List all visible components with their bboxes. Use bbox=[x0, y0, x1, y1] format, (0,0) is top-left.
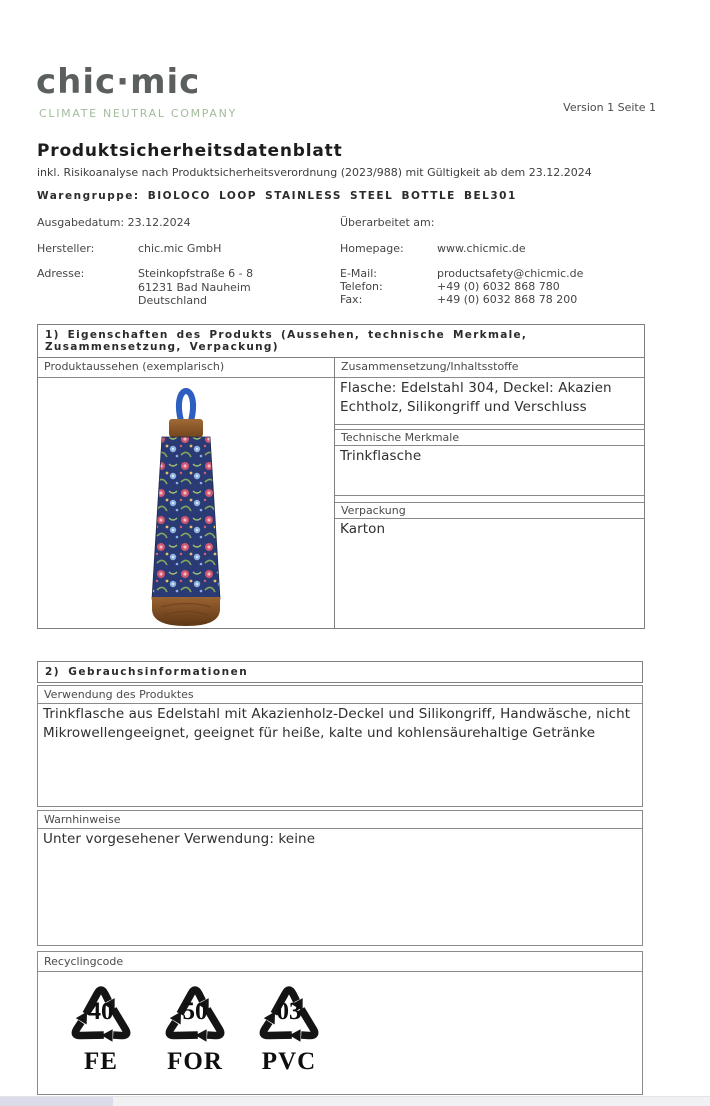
company-tagline: CLIMATE NEUTRAL COMPANY bbox=[39, 107, 238, 120]
use-text: Trinkflasche aus Edelstahl mit Akazienholz-Deckel und Silikongriff, Handwäsche, nicht Mikrowellengeeignet, geeignet für heiße, kalte und kohlensäurehaltige Getränke bbox=[37, 703, 643, 807]
technical-label: Technische Merkmale bbox=[335, 429, 644, 446]
address-label: Adresse: bbox=[37, 267, 85, 280]
section-product-properties bbox=[37, 324, 645, 629]
recycling-material: FE bbox=[84, 1048, 118, 1075]
section-usage-information bbox=[37, 661, 643, 1095]
address-line-1: Steinkopfstraße 6 - 8 bbox=[138, 267, 254, 280]
bottle-illustration bbox=[131, 379, 241, 629]
composition-label: Zusammensetzung/Inhaltsstoffe bbox=[335, 358, 644, 378]
recycling-label: Recyclingcode bbox=[37, 951, 643, 972]
recycling-number: 03 bbox=[276, 998, 302, 1025]
recycling-number: 40 bbox=[88, 998, 114, 1025]
product-bottle-image bbox=[131, 379, 241, 633]
warnings-text: Unter vorgesehener Verwendung: keine bbox=[37, 828, 643, 946]
issue-date-row bbox=[37, 216, 191, 230]
recycling-symbol-fe bbox=[60, 977, 154, 1076]
recycling-symbol-for bbox=[154, 977, 248, 1076]
homepage-value: www.chicmic.de bbox=[437, 242, 526, 255]
wooden-cap bbox=[169, 419, 203, 437]
recycling-material: PVC bbox=[261, 1048, 317, 1075]
recycling-codes-box bbox=[37, 971, 643, 1095]
address-line-3: Deutschland bbox=[138, 294, 208, 307]
silicone-loop bbox=[179, 391, 193, 421]
address-line-2: 61231 Bad Nauheim bbox=[138, 280, 251, 294]
composition-cell bbox=[335, 358, 644, 628]
warnings-label: Warnhinweise bbox=[37, 810, 643, 829]
issue-date-value: 23.12.2024 bbox=[127, 216, 191, 229]
technical-value: Trinkflasche bbox=[335, 446, 644, 496]
manufacturer-value: chic.mic GmbH bbox=[138, 242, 222, 255]
scrollbar-thumb[interactable] bbox=[0, 1097, 113, 1106]
revised-label: Überarbeitet am: bbox=[340, 216, 435, 229]
recycling-symbol-pvc bbox=[248, 977, 342, 1076]
packaging-label: Verpackung bbox=[335, 502, 644, 519]
phone-value: +49 (0) 6032 868 780 bbox=[437, 280, 560, 293]
fax-label: Fax: bbox=[340, 293, 363, 306]
email-value: productsafety@chicmic.de bbox=[437, 267, 584, 280]
version-page-label: Version 1 Seite 1 bbox=[563, 101, 656, 114]
product-group-line bbox=[37, 190, 517, 202]
homepage-label: Homepage: bbox=[340, 242, 404, 255]
section2-title: 2) Gebrauchsinformationen bbox=[37, 661, 643, 683]
product-group-label: Warengruppe: bbox=[37, 190, 140, 202]
fax-value: +49 (0) 6032 868 78 200 bbox=[437, 293, 578, 306]
appearance-cell bbox=[38, 358, 335, 628]
manufacturer-label: Hersteller: bbox=[37, 242, 95, 255]
product-image-area bbox=[38, 378, 334, 628]
document-title: Produktsicherheitsdatenblatt bbox=[37, 141, 343, 161]
use-label: Verwendung des Produktes bbox=[37, 685, 643, 704]
recycling-number: 50 bbox=[182, 998, 208, 1025]
recycling-material: FOR bbox=[167, 1048, 223, 1075]
issue-date-label: Ausgabedatum: bbox=[37, 216, 125, 229]
company-logo: chic·mic bbox=[36, 62, 201, 102]
section1-title: 1) Eigenschaften des Produkts (Aussehen, technische Merkmale, Zusammensetzung, Verpackung) bbox=[38, 325, 644, 358]
horizontal-scrollbar bbox=[0, 1096, 710, 1106]
composition-value: Flasche: Edelstahl 304, Deckel: Akazien Echtholz, Silikongriff und Verschluss bbox=[335, 378, 644, 425]
phone-label: Telefon: bbox=[340, 280, 383, 293]
appearance-label: Produktaussehen (exemplarisch) bbox=[38, 358, 334, 378]
email-label: E-Mail: bbox=[340, 267, 377, 280]
product-group-value: BIOLOCO LOOP STAINLESS STEEL BOTTLE BEL301 bbox=[147, 190, 517, 202]
bottle-body bbox=[152, 437, 220, 599]
document-subtitle: inkl. Risikoanalyse nach Produktsicherheitsverordnung (2023/988) mit Gültigkeit ab dem 23.12.2024 bbox=[37, 166, 592, 179]
address-value bbox=[138, 267, 253, 308]
packaging-value: Karton bbox=[340, 521, 386, 537]
